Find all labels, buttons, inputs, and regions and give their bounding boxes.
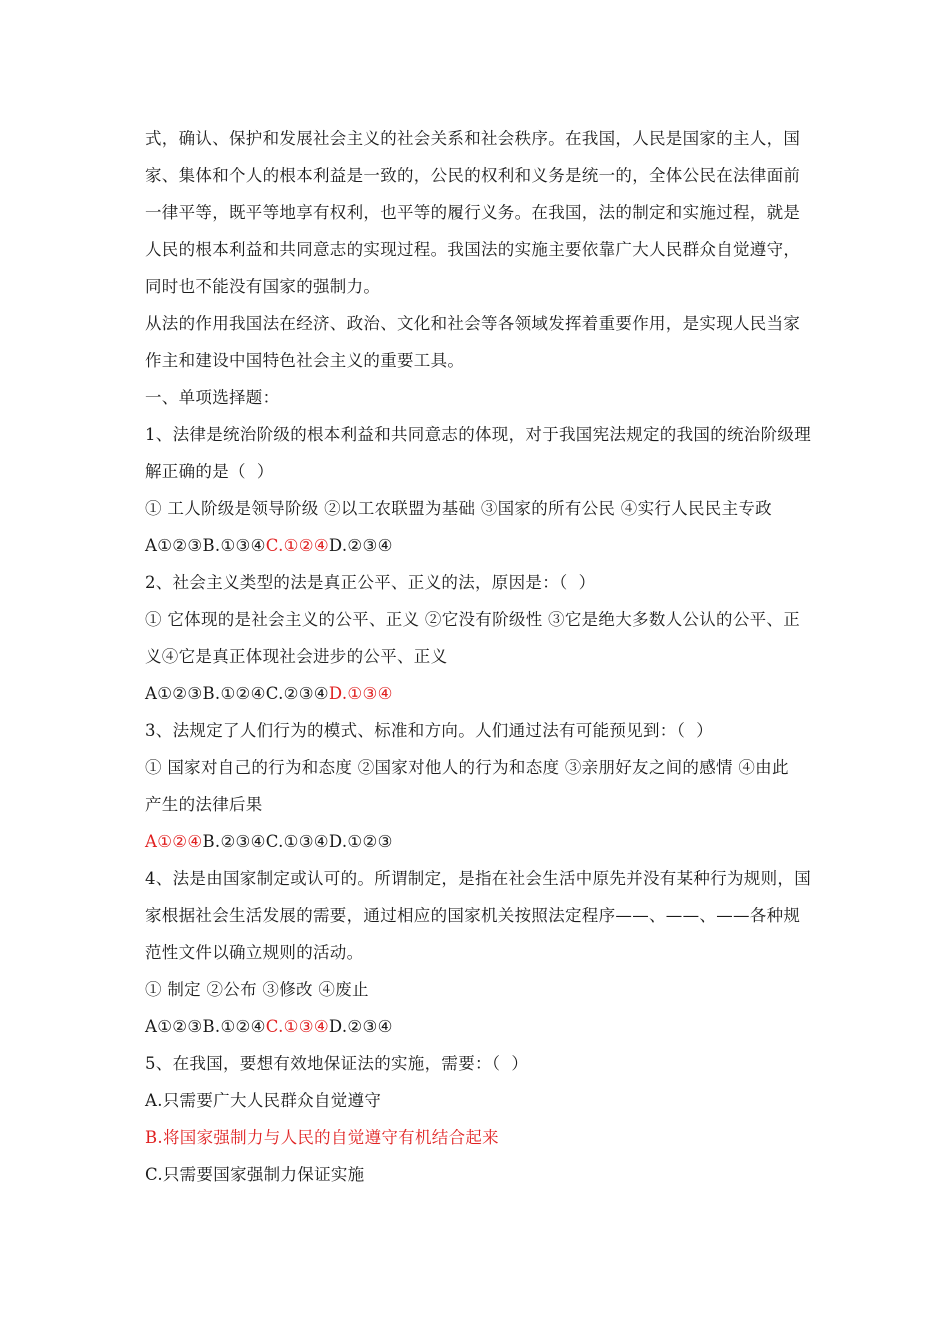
text-line bbox=[145, 971, 810, 1008]
text-segment: B.②③④C.①③④D.①②③ bbox=[202, 832, 393, 851]
text-segment: ① 国家对自己的行为和态度 ②国家对他人的行为和态度 ③亲朋好友之间的感情 ④由此 bbox=[145, 758, 789, 777]
answer-highlight: B.将国家强制力与人民的自觉遵守有机结合起来 bbox=[145, 1128, 499, 1147]
text-segment: 1、法律是统治阶级的根本利益和共同意志的体现，对于我国宪法规定的我国的统治阶级理 bbox=[145, 425, 811, 444]
text-segment: D.②③④ bbox=[328, 536, 393, 555]
text-segment: 家、集体和个人的根本利益是一致的，公民的权利和义务是统一的，全体公民在法律面前 bbox=[145, 166, 801, 185]
text-line bbox=[145, 823, 810, 860]
text-line bbox=[145, 860, 810, 897]
text-line bbox=[145, 897, 810, 934]
answer-highlight: C.①③④ bbox=[265, 1017, 329, 1036]
text-segment: C.只需要国家强制力保证实施 bbox=[145, 1165, 365, 1184]
text-segment: 5、在我国，要想有效地保证法的实施，需要：（ ） bbox=[145, 1054, 529, 1073]
text-line bbox=[145, 379, 810, 416]
text-segment: 作主和建设中国特色社会主义的重要工具。 bbox=[145, 351, 465, 370]
text-segment: ① 制定 ②公布 ③修改 ④废止 bbox=[145, 980, 369, 999]
text-segment: 一、单项选择题： bbox=[145, 388, 280, 407]
text-line bbox=[145, 675, 810, 712]
text-segment: 同时也不能没有国家的强制力。 bbox=[145, 277, 381, 296]
text-line bbox=[145, 601, 810, 638]
text-line bbox=[145, 749, 810, 786]
text-segment: 2、社会主义类型的法是真正公平、正义的法，原因是：（ ） bbox=[145, 573, 596, 592]
text-segment: 人民的根本利益和共同意志的实现过程。我国法的实施主要依靠广大人民群众自觉遵守， bbox=[145, 240, 801, 259]
text-line bbox=[145, 120, 810, 157]
text-line bbox=[145, 1082, 810, 1119]
text-line bbox=[145, 786, 810, 823]
text-segment: ① 它体现的是社会主义的公平、正义 ②它没有阶级性 ③它是绝大多数人公认的公平、正 bbox=[145, 610, 801, 629]
text-line bbox=[145, 231, 810, 268]
text-line bbox=[145, 1045, 810, 1082]
text-line bbox=[145, 712, 810, 749]
text-segment: A①②③B.①②④ bbox=[145, 1017, 266, 1036]
text-line bbox=[145, 157, 810, 194]
text-segment: 范性文件以确立规则的活动。 bbox=[145, 943, 364, 962]
answer-highlight: D.①③④ bbox=[328, 684, 393, 703]
text-line bbox=[145, 453, 810, 490]
text-line bbox=[145, 305, 810, 342]
text-segment: 家根据社会生活发展的需要，通过相应的国家机关按照法定程序——、——、——各种规 bbox=[145, 906, 801, 925]
text-segment: A.只需要广大人民群众自觉遵守 bbox=[145, 1091, 382, 1110]
text-segment: D.②③④ bbox=[328, 1017, 393, 1036]
text-line bbox=[145, 1008, 810, 1045]
text-line bbox=[145, 268, 810, 305]
text-segment: 3、法规定了人们行为的模式、标准和方向。人们通过法有可能预见到：（ ） bbox=[145, 721, 714, 740]
text-segment: ① 工人阶级是领导阶级 ②以工农联盟为基础 ③国家的所有公民 ④实行人民民主专政 bbox=[145, 499, 772, 518]
text-line bbox=[145, 564, 810, 601]
text-line bbox=[145, 934, 810, 971]
text-segment: 产生的法律后果 bbox=[145, 795, 263, 814]
text-line bbox=[145, 1119, 810, 1156]
text-line bbox=[145, 342, 810, 379]
text-line bbox=[145, 490, 810, 527]
text-segment: 义④它是真正体现社会进步的公平、正义 bbox=[145, 647, 448, 666]
text-segment: 一律平等，既平等地享有权利，也平等的履行义务。在我国，法的制定和实施过程，就是 bbox=[145, 203, 801, 222]
text-line bbox=[145, 416, 810, 453]
text-line bbox=[145, 527, 810, 564]
text-segment: A①②③B.①②④C.②③④ bbox=[145, 684, 329, 703]
text-segment: 解正确的是（ ） bbox=[145, 462, 274, 481]
text-segment: A①②③B.①③④ bbox=[145, 536, 266, 555]
answer-highlight: A①②④ bbox=[145, 832, 203, 851]
text-line bbox=[145, 1156, 810, 1193]
answer-highlight: C.①②④ bbox=[265, 536, 329, 555]
text-segment: 从法的作用我国法在经济、政治、文化和社会等各领域发挥着重要作用，是实现人民当家 bbox=[145, 314, 801, 333]
text-segment: 4、法是由国家制定或认可的。所谓制定，是指在社会生活中原先并没有某种行为规则，国 bbox=[145, 869, 811, 888]
text-segment: 式，确认、保护和发展社会主义的社会关系和社会秩序。在我国，人民是国家的主人，国 bbox=[145, 129, 801, 148]
text-line bbox=[145, 638, 810, 675]
text-line bbox=[145, 194, 810, 231]
document-page bbox=[145, 120, 810, 1193]
